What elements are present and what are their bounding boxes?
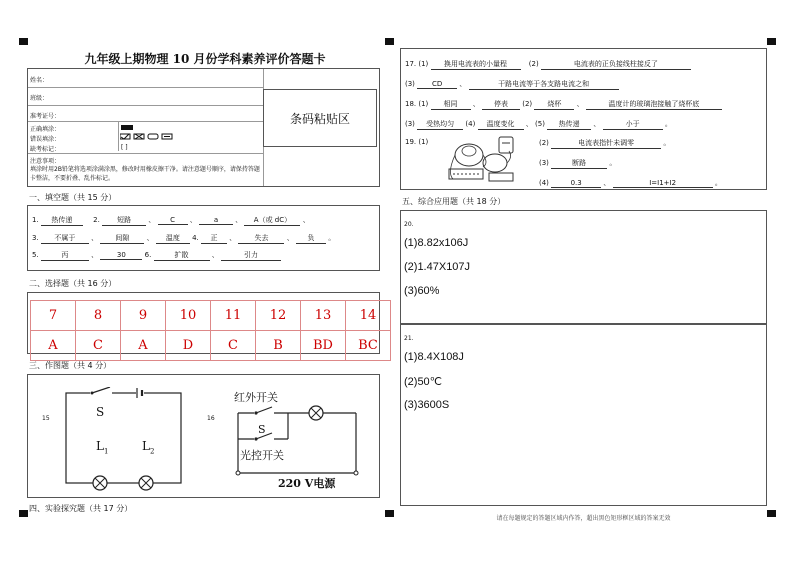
name-label: 姓名：	[30, 77, 49, 84]
answer-blank: 引力	[221, 250, 281, 261]
answer-blank: 换用电流表的小量程	[431, 59, 521, 70]
section-title-fill-blank: 一、填空题（共 15 分）	[29, 193, 117, 202]
answer-blank: 失去	[238, 233, 284, 244]
fill-blank-box	[27, 205, 380, 271]
q21-answer-2: (2)50℃	[404, 376, 443, 388]
multiple-choice-table	[30, 300, 391, 361]
page-title: 九年级上期物理 10 月份学科素养评价答题卡	[84, 52, 326, 66]
section-title-multiple-choice: 二、选择题（共 16 分）	[29, 279, 117, 288]
q21-answer-1: (1)8.4X108J	[404, 351, 464, 363]
registration-mark	[19, 38, 28, 45]
answer-blank: 温度变化	[478, 119, 524, 130]
choice-answer: A	[31, 331, 76, 361]
choice-answer: C	[211, 331, 256, 361]
answer-blank: a	[199, 216, 233, 225]
question-20-number: 20.	[404, 221, 414, 228]
exam-no-label: 准考证号：	[30, 113, 61, 120]
answer-blank: A（或 dC）	[244, 215, 300, 226]
answer-blank: 烧杯	[534, 99, 574, 110]
footer-note: 请在每题规定的答题区域内作答，超出黑色矩形框区域的答案无效	[496, 515, 671, 522]
answer-blank: 受热均匀	[417, 119, 463, 130]
answer-blank: 断路	[551, 158, 607, 169]
experiment-answer-box	[400, 48, 767, 190]
registration-mark	[767, 38, 776, 45]
wrong-fill-label: 错误填涂：	[30, 136, 61, 143]
circuit-diagram-15	[58, 387, 193, 493]
question-15-number: 15	[42, 415, 50, 422]
registration-mark	[385, 38, 394, 45]
question-number: 11	[211, 301, 256, 331]
q18-row-2: (3) 受热均匀 (4) 温度变化 、 (5) 热传递 、 小于 。	[405, 120, 672, 128]
student-info-box	[27, 68, 380, 187]
choice-answer: B	[256, 331, 301, 361]
section-title-drawing: 三、作图题（共 4 分）	[29, 361, 112, 370]
fill-row-2: 3. 不属于 、 间隙 、 温度 4. 正 、 失去 、 负 。	[32, 234, 336, 242]
answer-blank: 短路	[102, 215, 146, 226]
answer-blank: 停表	[482, 99, 520, 110]
absent-checkbox[interactable]: [ ]	[121, 144, 128, 151]
lamp-label-l2: $L_2$	[142, 439, 155, 456]
question-number: 14	[346, 301, 391, 331]
q18-row-1: 18. (1) 相同 、 停表 (2) 烧杯 、 温度计的玻璃泡接触了烧杯底	[405, 99, 722, 110]
section-title-experiment: 四、实验探究题（共 17 分）	[29, 504, 133, 513]
q20-answer-2: (2)1.47X107J	[404, 261, 471, 273]
question-number: 12	[256, 301, 301, 331]
answer-blank: 丙	[41, 250, 89, 261]
fill-row-1: 1. 热传递 2. 短路 、 C 、 a 、 A（或 dC） 、	[32, 216, 310, 224]
correct-fill-label: 正确填涂：	[30, 126, 61, 133]
answer-blank: 小于	[603, 119, 663, 130]
answer-blank: 负	[296, 233, 326, 244]
infrared-switch-label: 红外开关	[234, 391, 278, 404]
question-20-box	[400, 210, 767, 324]
q19-row-1: (2) 电流表指针未调零 。	[539, 139, 671, 147]
answer-blank: CD	[417, 80, 457, 89]
answer-blank: 电流表指针未调零	[551, 138, 661, 149]
switch-label-s16: S	[258, 423, 266, 436]
fill-row-3: 5. 丙 、 30 6. 扩散 、 引力	[32, 250, 281, 261]
answer-blank: 相同	[431, 99, 471, 110]
q17-row-1: 17. (1) 换用电流表的小量程 (2) 电流表的正负接线柱接反了	[405, 59, 691, 70]
filled-bubble-sample	[121, 125, 133, 130]
notes-text: 填涂时用2B铅笔将选项涂满涂黑，修改时用橡皮擦干净。请注意题号顺序，请保持答题卡整洁，不要折叠、乱作标记。	[30, 166, 260, 182]
question-number: 8	[76, 301, 121, 331]
q17-row-2: (3) CD 、 干路电流等于各支路电流之和	[405, 79, 619, 90]
answer-blank: 正	[201, 233, 227, 244]
answer-blank: 不属于	[41, 233, 89, 244]
q20-answer-1: (1)8.82x106J	[404, 237, 469, 249]
section-title-comprehensive: 五、综合应用题（共 18 分）	[402, 197, 506, 206]
lamp-label-l1: $L_1$	[96, 439, 109, 456]
question-number: 10	[166, 301, 211, 331]
drawing-box	[27, 374, 380, 498]
question-number: 7	[31, 301, 76, 331]
answer-blank: 电流表的正负接线柱接反了	[541, 59, 691, 70]
answer-blank: 扩散	[154, 250, 210, 261]
q19-label: 19. (1)	[405, 138, 429, 146]
question-21-box	[400, 324, 767, 506]
q19-row-2: (3) 断路 。	[539, 159, 617, 167]
answer-blank: 间隙	[100, 233, 144, 244]
q19-row-3: (4) 0.3 、 I=I1+I2 。	[539, 179, 722, 187]
question-number: 9	[121, 301, 166, 331]
registration-mark	[19, 510, 28, 517]
answer-blank: 0.3	[551, 179, 601, 188]
barcode-area: 条码粘贴区	[263, 89, 377, 147]
answer-blank: 温度计的玻璃泡接触了烧杯底	[586, 99, 722, 110]
registration-mark	[385, 510, 394, 517]
circuit-diagram-16	[228, 401, 378, 481]
question-16-number: 16	[207, 415, 215, 422]
choice-answer: BC	[346, 331, 391, 361]
answer-blank: 热传递	[41, 215, 83, 226]
choice-answer: A	[121, 331, 166, 361]
light-control-switch-label: 光控开关	[240, 449, 284, 462]
choice-answer: D	[166, 331, 211, 361]
answer-blank: C	[158, 216, 188, 225]
notes-title: 注意事项：	[30, 158, 61, 165]
wrong-fill-samples-icon	[120, 133, 180, 141]
registration-mark	[767, 510, 776, 517]
answer-blank: 温度	[156, 233, 190, 244]
answer-blank: 热传递	[547, 119, 591, 130]
answer-blank: I=I1+I2	[613, 179, 713, 188]
q20-answer-3: (3)60%	[404, 285, 440, 297]
answer-blank: 干路电流等于各支路电流之和	[469, 79, 619, 90]
answer-blank: 30	[100, 251, 142, 260]
switch-label-s: S	[96, 405, 105, 419]
choice-answer: C	[76, 331, 121, 361]
choice-answer: BD	[301, 331, 346, 361]
class-label: 班级：	[30, 95, 49, 102]
question-21-number: 21.	[404, 335, 414, 342]
question-number: 13	[301, 301, 346, 331]
absent-label: 缺考标记：	[30, 146, 61, 153]
power-source-label: 220 V电源	[278, 477, 336, 490]
experiment-circuit-sketch	[443, 133, 521, 187]
q21-answer-3: (3)3600S	[404, 399, 450, 411]
